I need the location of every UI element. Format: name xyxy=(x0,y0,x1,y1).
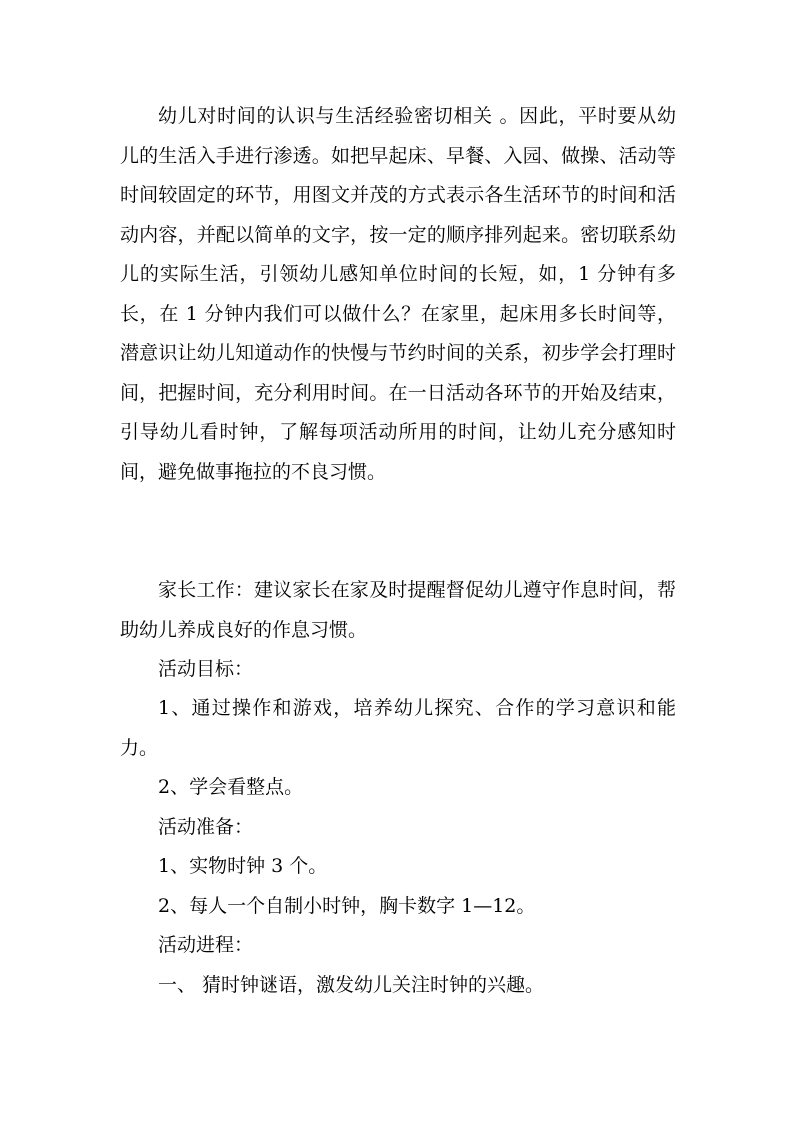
process-heading: 活动进程： xyxy=(158,934,254,956)
preparation-item-2: 2、每人一个自制小时钟，胸卡数字 1—12。 xyxy=(158,895,536,917)
objective-item-1: 1、通过操作和游戏，培养幼儿探究、合作的学习意识和能力。 xyxy=(120,697,676,759)
process-step-1: 一、 猜时钟谜语，激发幼儿关注时钟的兴趣。 xyxy=(158,974,545,996)
objective-item-2: 2、学会看整点。 xyxy=(158,776,304,798)
intro-paragraph: 幼儿对时间的认识与生活经验密切相关 。因此，平时要从幼儿的生活入手进行渗透。如把早起床、早餐、入园、做操、活动等时间较固定的环节，用图文并茂的方式表示各生活环节的时间和活动内容，并配以简单的文字，按一定的顺序排列起来。密切联系幼儿的实际生活，引领幼儿感知单位时间的长短，如，1 分钟有多长，在 1 分钟内我们可以做什么？在家里，起床用多长时间等，潜意识让幼儿知道动作的快慢与节约时间的关系，初步学会打理时间，把握时间，充分利用时间。在一日活动各环节的开始及结束，引导幼儿看时钟，了解每项活动所用的时间，让幼儿充分感知时间，避免做事拖拉的不良习惯。 xyxy=(120,105,676,483)
preparation-heading: 活动准备： xyxy=(158,816,254,838)
parent-work-paragraph: 家长工作：建议家长在家及时提醒督促幼儿遵守作息时间，帮助幼儿养成良好的作息习惯。 xyxy=(120,579,676,641)
preparation-item-1: 1、实物时钟 3 个。 xyxy=(158,855,328,877)
objectives-heading: 活动目标： xyxy=(158,658,254,680)
